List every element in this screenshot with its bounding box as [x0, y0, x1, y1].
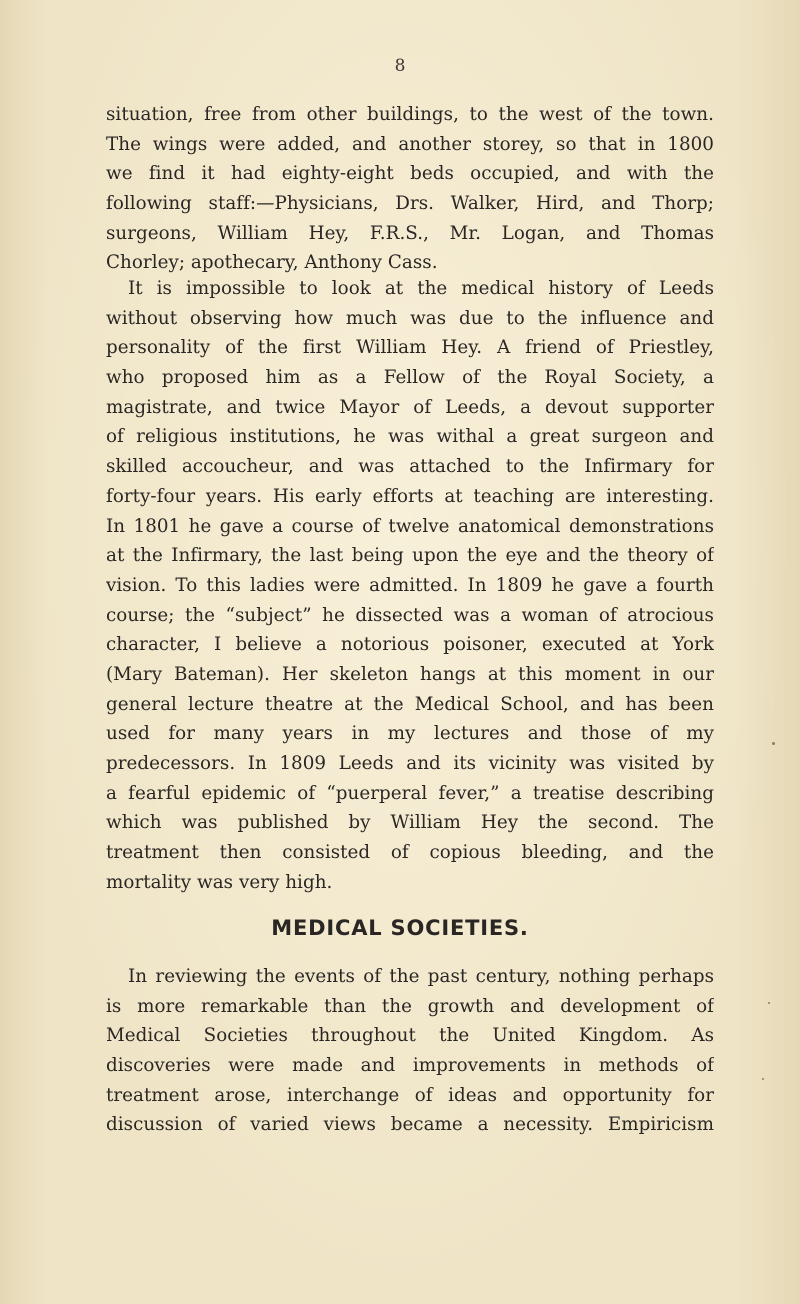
paragraph-infirmary-staff [106, 100, 714, 278]
text-line: treatment arose, interchange of ideas and opportunity for [106, 1084, 714, 1106]
text-line: at the Infirmary, the last being upon the eye and the theory of [106, 545, 714, 567]
text-line: which was published by William Hey the second. The [106, 812, 714, 834]
text-line: mortality was very high. [106, 871, 333, 893]
text-line: of religious institutions, he was withal a great surgeon and [106, 426, 714, 448]
text-line: following staff:—Physicians, Drs. Walker, Hird, and Thorp; [106, 193, 714, 215]
text-line: In 1801 he gave a course of twelve anatomical demonstrations [106, 515, 714, 537]
text-line: situation, free from other buildings, to the west of the town. [106, 104, 714, 125]
text-line: course; the “subject” he dissected was a woman of atrocious [106, 604, 714, 626]
text-line: is more remarkable than the growth and development of [106, 995, 714, 1017]
text-line: Chorley; apothecary, Anthony Cass. [106, 252, 438, 274]
section-heading: MEDICAL SOCIETIES. [271, 916, 529, 940]
text-line: surgeons, William Hey, F.R.S., Mr. Logan, and Thomas [106, 222, 714, 244]
text-line: It is impossible to look at the medical history of Leeds [128, 278, 714, 299]
text-line: predecessors. In 1809 Leeds and its vicinity was visited by [106, 753, 714, 774]
text-line: forty-four years. His early efforts at teaching are interesting. [106, 485, 714, 507]
text-line: general lecture theatre at the Medical School, and has been [106, 693, 714, 715]
text-line: The wings were added, and another storey, so that in 1800 [106, 133, 714, 155]
paragraph-medical-societies [106, 962, 714, 1140]
page-number: 8 [394, 56, 406, 76]
text-line: character, I believe a notorious poisoner, executed at York [106, 634, 714, 656]
text-line: a fearful epidemic of “puerperal fever,” a treatise describing [106, 782, 714, 804]
text-line: In reviewing the events of the past century, nothing perhaps [128, 966, 714, 987]
paragraph-william-hey [106, 274, 714, 897]
text-line: skilled accoucheur, and was attached to the Infirmary for [106, 456, 714, 478]
text-line: vision. To this ladies were admitted. In 1809 he gave a fourth [106, 574, 714, 596]
text-line: who proposed him as a Fellow of the Royal Society, a [106, 367, 714, 389]
text-line: discoveries were made and improvements in methods of [106, 1055, 714, 1077]
text-line: Medical Societies throughout the United Kingdom. As [106, 1025, 714, 1047]
text-line: used for many years in my lectures and those of my [106, 723, 714, 745]
text-line: personality of the first William Hey. A friend of Priestley, [106, 337, 714, 359]
text-line: we find it had eighty-eight beds occupied, and with the [106, 163, 714, 185]
text-line: (Mary Bateman). Her skeleton hangs at this moment in our [106, 663, 714, 685]
text-line: treatment then consisted of copious bleeding, and the [106, 842, 714, 864]
text-line: discussion of varied views became a necessity. Empiricism [106, 1114, 714, 1136]
paper-speck [768, 1002, 770, 1004]
paper-speck [762, 1078, 764, 1080]
text-line: magistrate, and twice Mayor of Leeds, a devout supporter [106, 396, 714, 418]
paper-speck [772, 742, 775, 745]
text-line: without observing how much was due to the influence and [106, 307, 714, 329]
